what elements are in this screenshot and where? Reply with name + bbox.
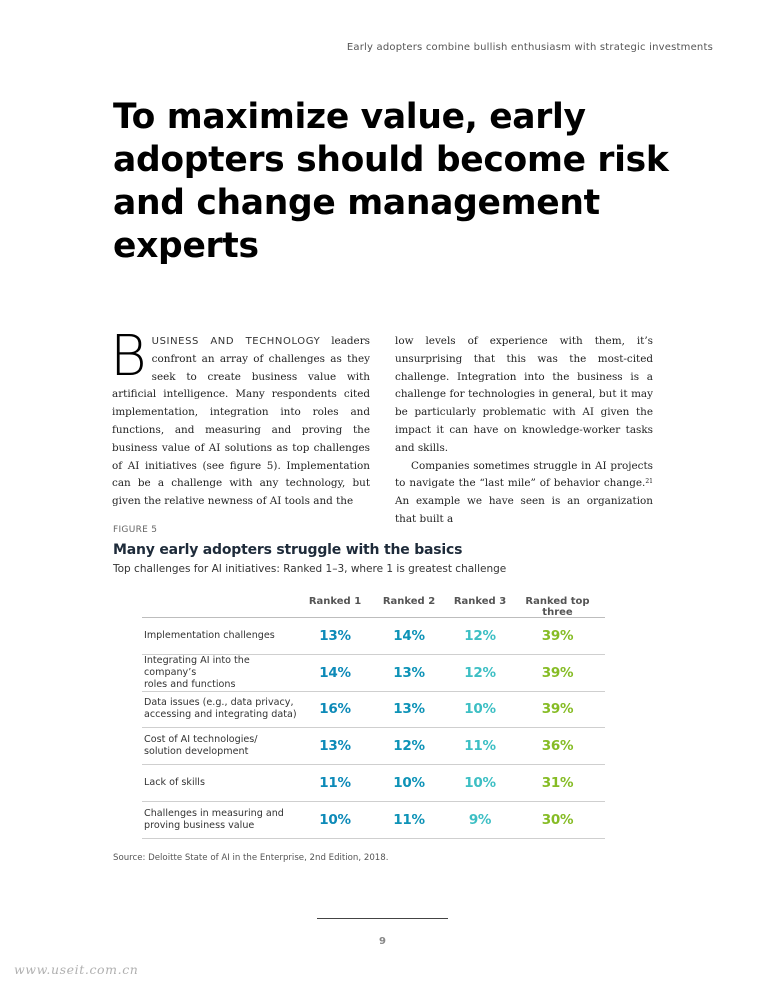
cell-value-4: 30% — [541, 811, 574, 828]
cell-value-4: 39% — [541, 627, 574, 644]
table-header-row — [142, 596, 605, 618]
row-label-line: Cost of AI technologies/ — [144, 734, 258, 746]
table-row — [142, 618, 605, 655]
cell-value-2: 13% — [393, 664, 425, 681]
cell-value-1: 11% — [319, 775, 351, 792]
footnote-marker: 21 — [645, 478, 653, 486]
cell-value-3: 12% — [464, 664, 496, 681]
cell-value-3: 11% — [464, 738, 496, 755]
cell-value-3: 10% — [464, 775, 496, 792]
cell-value-2: 12% — [393, 738, 425, 755]
column-header-ranked-top-three: Ranked top three — [525, 596, 590, 618]
row-label — [142, 655, 302, 691]
body-paragraph-2 — [395, 458, 653, 529]
cell-value-3: 12% — [464, 627, 496, 644]
cell-value-4: 36% — [541, 738, 574, 755]
table-row — [142, 692, 605, 729]
cell-value-2: 11% — [393, 811, 425, 828]
body-paragraph-2-continued: An example we have seen is an organization that built a — [395, 495, 653, 525]
table-row — [142, 765, 605, 802]
cell-value-2: 14% — [393, 627, 425, 644]
body-column-left — [110, 324, 370, 529]
cell-value-4: 39% — [541, 664, 574, 681]
cell-value-2: 13% — [393, 701, 425, 718]
row-label-line: solution development — [144, 746, 249, 758]
row-label — [142, 777, 302, 789]
row-label — [142, 697, 302, 721]
row-label-line: Lack of skills — [144, 777, 205, 789]
cell-value-1: 13% — [319, 627, 351, 644]
row-label-line: accessing and integrating data) — [144, 709, 297, 721]
row-label-line: Challenges in measuring and — [144, 807, 284, 819]
table-row — [142, 728, 605, 765]
figure-subtitle: Top challenges for AI initiatives: Ranked 1–3, where 1 is greatest challenge — [113, 563, 507, 575]
cell-value-1: 16% — [319, 701, 351, 718]
table-body — [142, 618, 605, 839]
body-paragraph-1: low levels of experience with them, it’s unsurprising that this was the most-cited challenge. Integration into the business is a challenge for technologies in general, but it may be particularly problematic with AI given the impact it can have on knowledge-worker tasks and skills. — [395, 335, 653, 454]
body-text-left: leaders confront an array of challenges as they seek to create business value with artificial intelligence. Many respondents cited implementation, integration into roles and functions, and measuring and proving the business value of AI solutions as top challenges of AI initiatives (see figure 5). Implementation can be a challenge with any technology, but given the relative newness of AI tools and the — [112, 335, 370, 508]
figure-label: FIGURE 5 — [113, 525, 158, 535]
row-label-line: roles and functions — [144, 678, 236, 690]
cell-value-2: 10% — [393, 775, 425, 792]
table-row — [142, 802, 605, 839]
cell-value-1: 13% — [319, 738, 351, 755]
body-paragraph-2-text: Companies sometimes struggle in AI projects to navigate the “last mile” of behavior change. — [395, 459, 653, 490]
running-header: Early adopters combine bullish enthusiasm with strategic investments — [346, 42, 713, 53]
cell-value-4: 31% — [541, 775, 574, 792]
column-header-ranked-2: Ranked 2 — [382, 596, 436, 607]
body-column-right — [395, 333, 653, 529]
footer-rule — [317, 918, 448, 919]
cell-value-4: 39% — [541, 701, 574, 718]
body-columns — [110, 324, 653, 529]
row-label — [142, 808, 302, 832]
figure-title: Many early adopters struggle with the basics — [113, 542, 463, 558]
row-label-line: Implementation challenges — [144, 629, 275, 641]
drop-cap: B — [110, 324, 147, 389]
lead-smallcaps: USINESS AND TECHNOLOGY — [151, 336, 321, 347]
figure-source: Source: Deloitte State of AI in the Enterprise, 2nd Edition, 2018. — [113, 853, 389, 863]
column-header-ranked-1: Ranked 1 — [308, 596, 362, 607]
row-label-line: proving business value — [144, 819, 255, 831]
cell-value-1: 10% — [319, 811, 351, 828]
cell-value-3: 10% — [464, 701, 496, 718]
cell-value-3: 9% — [468, 811, 492, 828]
challenges-table — [142, 596, 605, 839]
cell-value-1: 14% — [319, 664, 351, 681]
row-label — [142, 734, 302, 758]
table-row — [142, 655, 605, 692]
page-number: 9 — [379, 936, 386, 947]
row-label-line: Integrating AI into the company’s — [144, 654, 250, 678]
row-label-line: Data issues (e.g., data privacy, — [144, 697, 294, 709]
row-label — [142, 630, 302, 642]
watermark: www.useit.com.cn — [14, 962, 139, 977]
column-header-ranked-3: Ranked 3 — [453, 596, 507, 607]
page-headline: To maximize value, early adopters should become risk and change management experts — [113, 97, 669, 266]
